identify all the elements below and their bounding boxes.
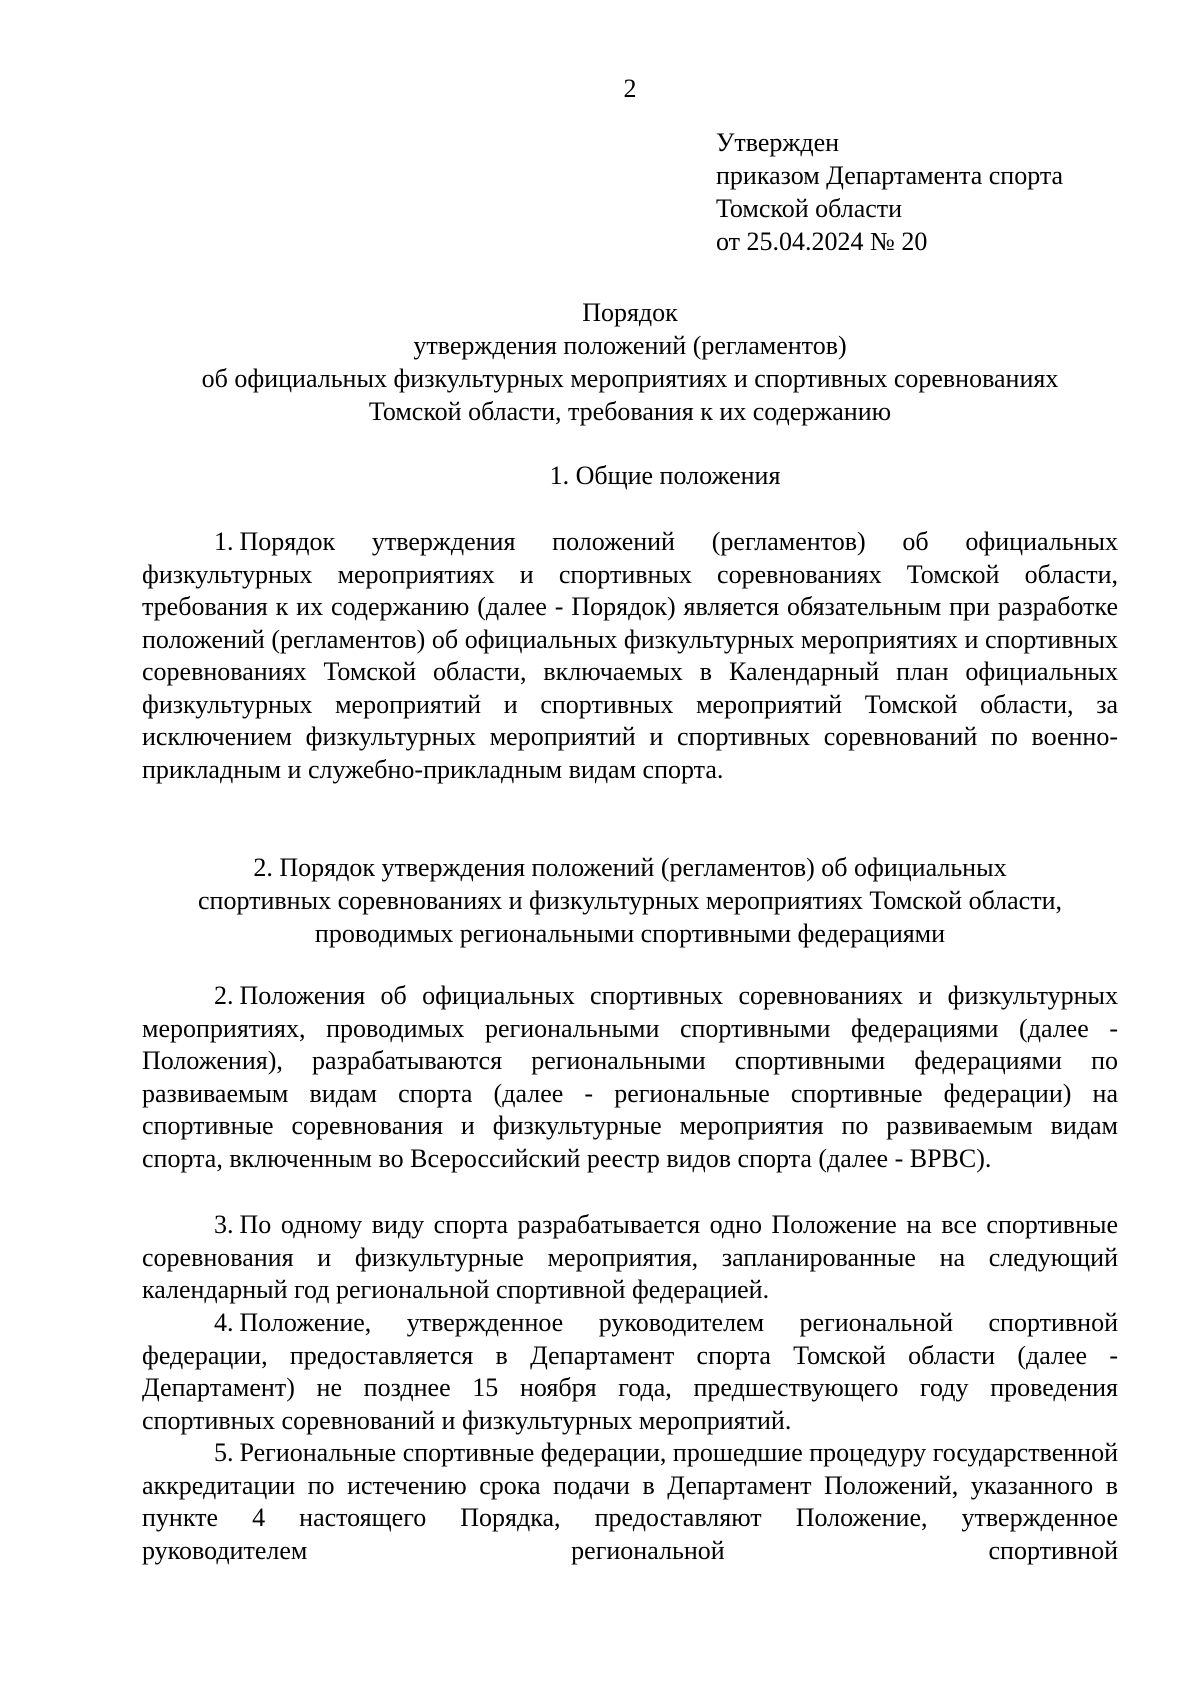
page-number: 2	[623, 74, 637, 103]
approval-stamp	[716, 126, 1063, 258]
paragraph-text: Порядок утверждения положений (регламентов) об официальных физкультурных мероприятиях и спортивных соревнованиях Томской области, требования к их содержанию (далее - Порядок) является обязательным при разработке положений (регламентов) об официальных физкультурных мероприятиях и спортивных соревнованиях Томской области, включаемых в Календарный план официальных физкультурных мероприятий и спортивных мероприятий Томской области, за исключением физкультурных мероприятий и спортивных соревнований по военно-прикладным и служебно-прикладным видам спорта.	[142, 527, 1118, 784]
paragraph	[142, 1307, 1118, 1437]
document-title	[0, 296, 1200, 428]
paragraph-number: 5.	[214, 1438, 234, 1467]
paragraph	[142, 1209, 1118, 1307]
title-line: Томской области, требования к их содержанию	[368, 397, 892, 426]
paragraph-text: По одному виду спорта разрабатывается одно Положение на все спортивные соревнования и физкультурные мероприятия, запланированные на следующий календарный год региональной спортивной федерацией.	[142, 1210, 1118, 1304]
section-heading: 1. Общие положения	[549, 461, 781, 490]
paragraph	[142, 1437, 1118, 1567]
title-line: утверждения положений (регламентов)	[413, 331, 847, 360]
paragraph-text: Региональные спортивные федерации, прошедшие процедуру государственной аккредитации по истечению срока подачи в Департамент Положений, указанного в пункте 4 настоящего Порядка, предоставляют Положение, утвержденное руководителем региональной спортивной	[142, 1438, 1118, 1565]
section-heading-line: 2. Порядок утверждения положений (регламентов) об официальных	[253, 853, 1007, 882]
paragraph-number: 3.	[214, 1210, 234, 1239]
approval-line: от 25.04.2024 № 20	[716, 227, 928, 256]
approval-line: Утвержден	[716, 128, 840, 157]
paragraph-text: Положения об официальных спортивных соревнованиях и физкультурных мероприятиях, проводимых региональными спортивными федерациями (далее - Положения), разрабатываются региональными спортивными федерациями по развиваемым видам спорта (далее - региональные спортивные федерации) на спортивные соревнования и физкультурные мероприятия по развиваемым видам спорта, включенным во Всероссийский реестр видов спорта (далее - ВРВС).	[142, 981, 1118, 1173]
approval-line: Томской области	[716, 194, 903, 223]
title-line: об официальных физкультурных мероприятиях и спортивных соревнованиях	[201, 364, 1059, 393]
paragraph	[142, 526, 1118, 786]
paragraph	[142, 980, 1118, 1175]
section-heading-line: проводимых региональными спортивными федерациями	[314, 919, 946, 948]
section-heading	[142, 851, 1118, 950]
section-heading-line: спортивных соревнованиях и физкультурных мероприятиях Томской области,	[198, 886, 1062, 915]
paragraph-number: 4.	[214, 1308, 234, 1337]
title-line: Порядок	[582, 298, 678, 327]
paragraph-number: 2.	[214, 981, 234, 1010]
paragraph-number: 1.	[214, 527, 234, 556]
paragraph-text: Положение, утвержденное руководителем региональной спортивной федерации, предоставляется в Департамент спорта Томской области (далее - Департамент) не позднее 15 ноября года, предшествующего году проведения спортивных соревнований и физкультурных мероприятий.	[142, 1308, 1118, 1435]
approval-line: приказом Департамента спорта	[716, 161, 1064, 190]
